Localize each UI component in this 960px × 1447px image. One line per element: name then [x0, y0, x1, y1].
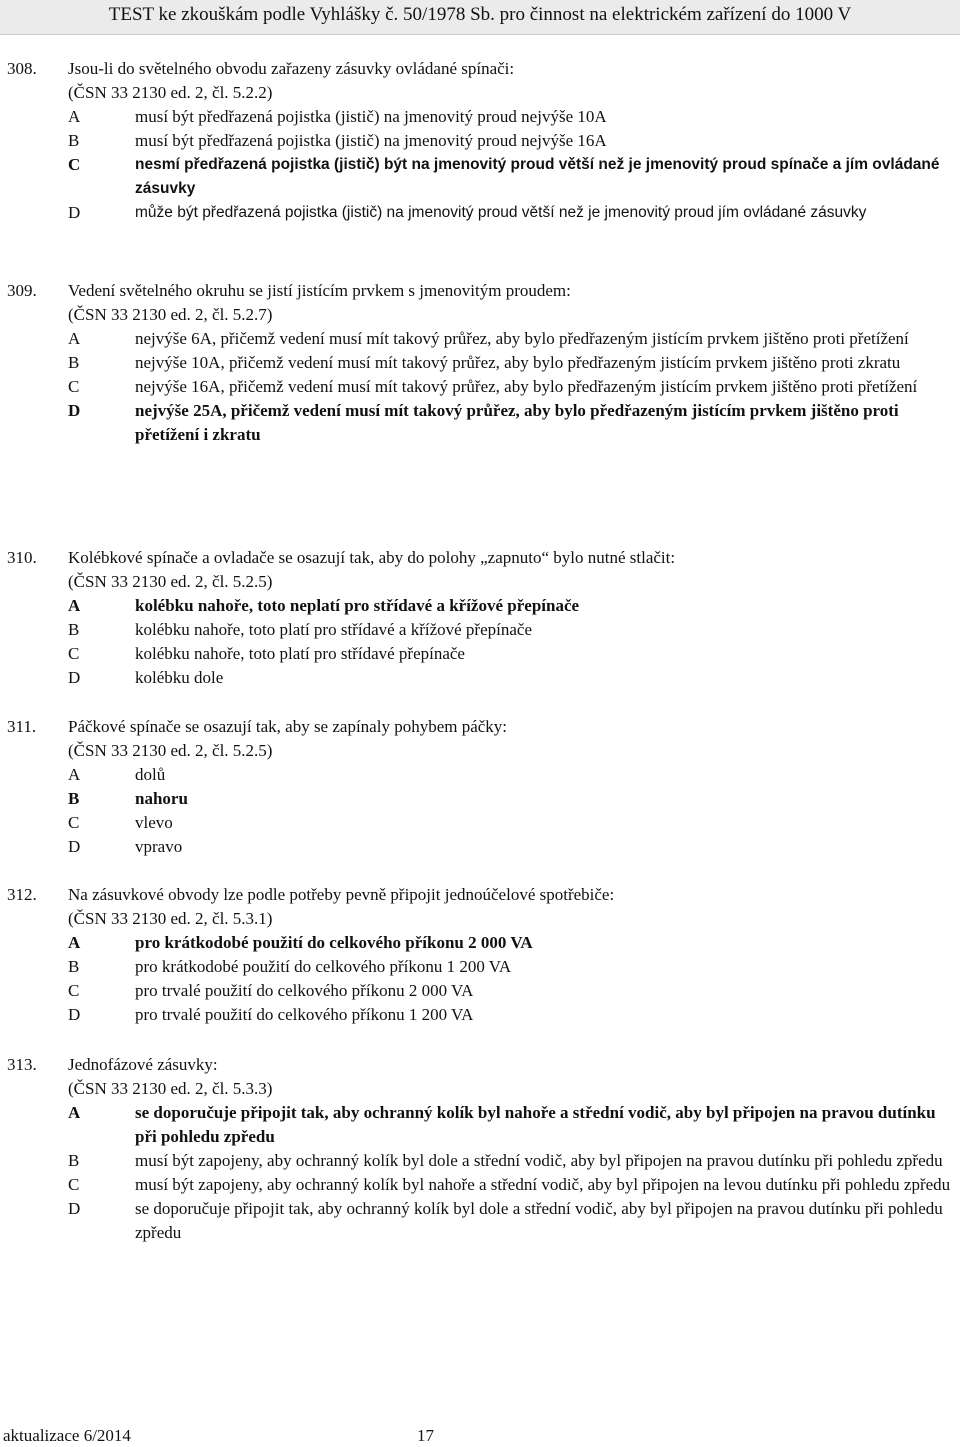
reference-line — [0, 303, 960, 327]
option-text: pro krátkodobé použití do celkového příkonu 1 200 VA — [135, 957, 512, 976]
question-reference: (ČSN 33 2130 ed. 2, čl. 5.2.5) — [68, 572, 273, 591]
page-number: 17 — [417, 1426, 434, 1445]
header-title: TEST ke zkouškám podle Vyhlášky č. 50/1978 Sb. pro činnost na elektrickém zařízení do 1000 V — [108, 4, 852, 25]
option-c — [0, 811, 960, 835]
option-text: nejvýše 10A, přičemž vedení musí mít takový průřez, aby bylo předřazeným jistícím prvkem jištěno proti zkratu — [135, 353, 901, 372]
reference-line — [0, 1077, 960, 1101]
question-line — [0, 279, 960, 303]
option-letter: A — [68, 933, 81, 952]
option-text: musí být předřazená pojistka (jistič) na jmenovitý proud nejvýše 10A — [135, 107, 607, 126]
question-number: 308. — [7, 59, 37, 78]
option-b — [0, 1149, 960, 1173]
option-c — [0, 642, 960, 666]
option-a-correct — [0, 931, 960, 955]
option-text: nahoru — [135, 789, 188, 808]
option-text: se doporučuje připojit tak, aby ochranný kolík byl nahoře a střední vodič, aby byl připojen na pravou dutínku při pohledu zpředu — [135, 1103, 936, 1146]
option-text: nejvýše 6A, přičemž vedení musí mít takový průřez, aby bylo předřazeným jistícím prvkem jištěno proti přetížení — [135, 329, 909, 348]
question-number: 312. — [7, 885, 37, 904]
option-letter: B — [68, 353, 80, 372]
option-text: kolébku dole — [135, 668, 224, 687]
option-a — [0, 105, 960, 129]
question-310 — [0, 546, 960, 690]
option-text: pro krátkodobé použití do celkového příkonu 2 000 VA — [135, 933, 533, 952]
option-b — [0, 129, 960, 153]
option-letter: A — [68, 1103, 81, 1122]
question-line — [0, 546, 960, 570]
option-text: pro trvalé použití do celkového příkonu 1 200 VA — [135, 1005, 474, 1024]
question-reference: (ČSN 33 2130 ed. 2, čl. 5.3.1) — [68, 909, 273, 928]
option-text: dolů — [135, 765, 166, 784]
option-c-correct — [0, 153, 960, 201]
question-308 — [0, 57, 960, 225]
option-b-correct — [0, 787, 960, 811]
option-b — [0, 618, 960, 642]
option-letter: C — [68, 1175, 80, 1194]
option-c — [0, 979, 960, 1003]
question-number: 309. — [7, 281, 37, 300]
option-c — [0, 375, 960, 399]
option-text: vlevo — [135, 813, 173, 832]
option-text: kolébku nahoře, toto platí pro střídavé a křížové přepínače — [135, 620, 532, 639]
option-letter: A — [68, 329, 81, 348]
option-letter: D — [68, 1199, 81, 1218]
question-reference: (ČSN 33 2130 ed. 2, čl. 5.2.7) — [68, 305, 273, 324]
footer-update: aktualizace 6/2014 — [3, 1426, 131, 1445]
option-d — [0, 666, 960, 690]
option-text: musí být zapojeny, aby ochranný kolík byl dole a střední vodič, aby byl připojen na pravou dutínku při pohledu zpředu — [135, 1151, 943, 1170]
question-text: Vedení světelného okruhu se jistí jistícím prvkem s jmenovitým proudem: — [68, 281, 571, 300]
question-number: 310. — [7, 548, 37, 567]
option-b — [0, 351, 960, 375]
question-text: Kolébkové spínače a ovladače se osazují tak, aby do polohy „zapnuto“ bylo nutné stlačit: — [68, 548, 676, 567]
option-letter: C — [68, 981, 80, 1000]
question-number: 313. — [7, 1055, 37, 1074]
question-text: Páčkové spínače se osazují tak, aby se zapínaly pohybem páčky: — [68, 717, 508, 736]
option-a-correct — [0, 594, 960, 618]
question-line — [0, 57, 960, 81]
option-letter: B — [68, 620, 80, 639]
question-311 — [0, 715, 960, 859]
reference-line — [0, 907, 960, 931]
option-letter: D — [68, 1005, 81, 1024]
question-reference: (ČSN 33 2130 ed. 2, čl. 5.2.5) — [68, 741, 273, 760]
option-d — [0, 835, 960, 859]
option-letter: C — [68, 155, 81, 174]
question-text: Jsou-li do světelného obvodu zařazeny zásuvky ovládané spínači: — [68, 59, 515, 78]
question-reference: (ČSN 33 2130 ed. 2, čl. 5.3.3) — [68, 1079, 273, 1098]
option-a-correct — [0, 1101, 960, 1149]
option-text: vpravo — [135, 837, 183, 856]
option-letter: C — [68, 644, 80, 663]
question-reference: (ČSN 33 2130 ed. 2, čl. 5.2.2) — [68, 83, 273, 102]
question-number: 311. — [7, 717, 37, 736]
option-letter: D — [68, 203, 81, 222]
question-309 — [0, 279, 960, 447]
option-a — [0, 763, 960, 787]
option-text: kolébku nahoře, toto platí pro střídavé přepínače — [135, 644, 465, 663]
reference-line — [0, 570, 960, 594]
question-text: Na zásuvkové obvody lze podle potřeby pevně připojit jednoúčelové spotřebiče: — [68, 885, 615, 904]
option-letter: B — [68, 131, 80, 150]
option-d-correct — [0, 399, 960, 447]
option-letter: B — [68, 789, 80, 808]
page-header — [0, 0, 960, 35]
option-text: se doporučuje připojit tak, aby ochranný kolík byl dole a střední vodič, aby byl připojen na pravou dutínku při pohledu zpředu — [135, 1199, 943, 1242]
question-line — [0, 883, 960, 907]
question-313 — [0, 1053, 960, 1245]
option-c — [0, 1173, 960, 1197]
option-text: nejvýše 25A, přičemž vedení musí mít takový průřez, aby bylo předřazeným jistícím prvkem jištěno proti přetížení i zkratu — [135, 401, 899, 444]
option-letter: D — [68, 668, 81, 687]
option-letter: A — [68, 596, 81, 615]
option-text: nejvýše 16A, přičemž vedení musí mít takový průřez, aby bylo předřazeným jistícím prvkem jištěno proti přetížení — [135, 377, 918, 396]
option-letter: A — [68, 765, 81, 784]
option-d — [0, 1003, 960, 1027]
option-b — [0, 955, 960, 979]
option-letter: A — [68, 107, 81, 126]
option-letter: D — [68, 401, 81, 420]
option-letter: C — [68, 377, 80, 396]
option-letter: B — [68, 1151, 80, 1170]
option-text: pro trvalé použití do celkového příkonu 2 000 VA — [135, 981, 474, 1000]
option-text: musí být zapojeny, aby ochranný kolík byl nahoře a střední vodič, aby byl připojen na levou dutínku při pohledu zpředu — [135, 1175, 951, 1194]
option-text: může být předřazená pojistka (jistič) na jmenovitý proud větší než je jmenovitý proud jím ovládané zásuvky — [135, 204, 867, 221]
option-d — [0, 201, 960, 225]
option-letter: B — [68, 957, 80, 976]
option-text: nesmí předřazená pojistka (jistič) být na jmenovitý proud větší než je jmenovitý proud spínače a jím ovládané zásuvky — [135, 156, 940, 197]
question-line — [0, 1053, 960, 1077]
option-letter: C — [68, 813, 80, 832]
option-text: kolébku nahoře, toto neplatí pro střídavé a křížové přepínače — [135, 596, 580, 615]
option-text: musí být předřazená pojistka (jistič) na jmenovitý proud nejvýše 16A — [135, 131, 607, 150]
question-line — [0, 715, 960, 739]
question-text: Jednofázové zásuvky: — [68, 1055, 218, 1074]
reference-line — [0, 739, 960, 763]
option-letter: D — [68, 837, 81, 856]
option-a — [0, 327, 960, 351]
question-312 — [0, 883, 960, 1027]
reference-line — [0, 81, 960, 105]
option-d — [0, 1197, 960, 1245]
